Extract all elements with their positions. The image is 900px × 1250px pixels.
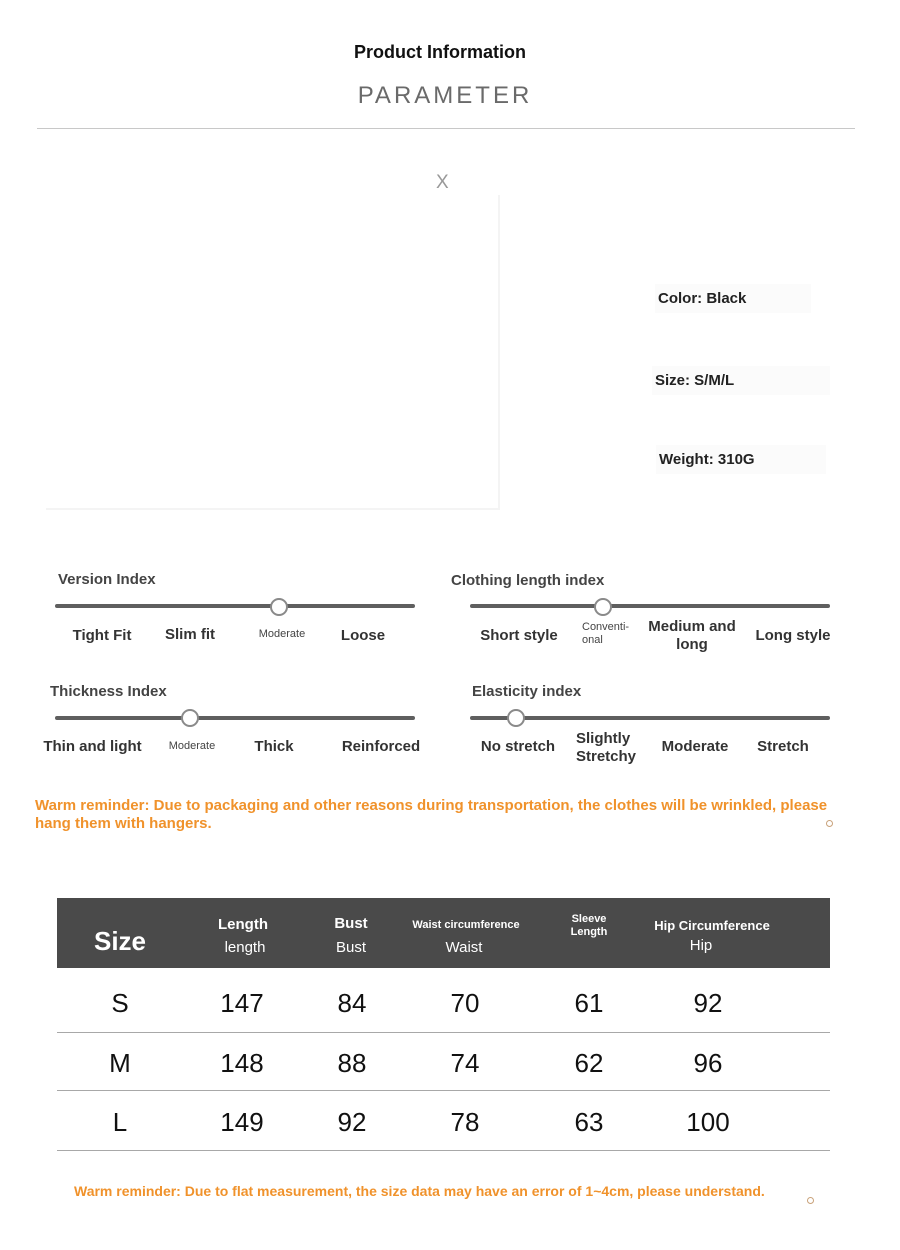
- cell-waist: 70: [450, 988, 480, 1018]
- cell-size: S: [111, 988, 129, 1018]
- header-size: Size: [93, 926, 147, 956]
- thickness-index-knob[interactable]: [181, 709, 199, 727]
- cell-hip: 100: [686, 1107, 730, 1137]
- thickness-option-reinforced: Reinforced: [341, 738, 421, 755]
- header-divider: [37, 128, 855, 129]
- header-waist-bottom: Waist: [445, 939, 483, 956]
- elasticity-option-stretch: Stretch: [757, 738, 809, 755]
- cell-size: M: [109, 1048, 131, 1078]
- version-index-knob[interactable]: [270, 598, 288, 616]
- version-option-moderate: Moderate: [258, 628, 306, 640]
- elasticity-index-title: Elasticity index: [472, 683, 582, 700]
- header-sleeve-top: Sleeve Length: [570, 913, 608, 938]
- cell-bust: 84: [337, 988, 367, 1018]
- header-hip-bottom: Hip: [689, 937, 713, 954]
- row-divider: [57, 1032, 830, 1033]
- version-index-track[interactable]: [55, 604, 415, 608]
- measurement-reminder: Warm reminder: Due to flat measurement, the size data may have an error of 1~4cm, please understand.: [74, 1183, 765, 1199]
- product-image: [46, 195, 500, 510]
- length-index-track[interactable]: [470, 604, 830, 608]
- length-option-long-style: Long style: [755, 627, 831, 644]
- length-index-title: Clothing length index: [451, 572, 605, 589]
- cell-waist: 78: [450, 1107, 480, 1137]
- elasticity-index-knob[interactable]: [507, 709, 525, 727]
- version-option-tight-fit: Tight Fit: [72, 627, 132, 644]
- cell-sleeve: 61: [574, 988, 604, 1018]
- decorative-dot-icon: [807, 1197, 814, 1204]
- length-option-medium-long: Medium and long: [648, 618, 736, 653]
- page-title: Product Information: [354, 42, 526, 62]
- spec-size: Size: S/M/L: [652, 366, 830, 395]
- thickness-option-thin-light: Thin and light: [43, 738, 142, 755]
- thickness-index-track[interactable]: [55, 716, 415, 720]
- page-subtitle: PARAMETER: [357, 82, 533, 109]
- version-option-loose: Loose: [340, 627, 386, 644]
- header-waist-top: Waist circumference: [412, 919, 520, 931]
- length-option-conventional: Conventi- onal: [582, 621, 630, 646]
- cell-length: 148: [220, 1048, 264, 1078]
- cell-sleeve: 62: [574, 1048, 604, 1078]
- cell-length: 147: [220, 988, 264, 1018]
- header-bust-top: Bust: [334, 915, 368, 932]
- row-divider: [57, 1150, 830, 1151]
- header-length-bottom: length: [224, 939, 266, 956]
- header-bust-bottom: Bust: [335, 939, 366, 956]
- spec-weight: Weight: 310G: [656, 445, 826, 474]
- version-option-slim-fit: Slim fit: [164, 626, 215, 643]
- elasticity-option-slightly-stretchy: Slightly Stretchy: [576, 730, 637, 765]
- cell-sleeve: 63: [574, 1107, 604, 1137]
- spec-color: Color: Black: [655, 284, 811, 313]
- version-index-title: Version Index: [58, 571, 156, 588]
- cell-waist: 74: [450, 1048, 480, 1078]
- cell-hip: 96: [693, 1048, 723, 1078]
- header-length-top: Length: [218, 916, 268, 933]
- thickness-index-title: Thickness Index: [50, 683, 167, 700]
- cell-size: L: [112, 1107, 128, 1137]
- cell-bust: 88: [337, 1048, 367, 1078]
- decorative-dot-icon: [826, 820, 833, 827]
- cell-bust: 92: [337, 1107, 367, 1137]
- elasticity-option-no-stretch: No stretch: [480, 738, 556, 755]
- thickness-option-thick: Thick: [254, 738, 294, 755]
- header-hip-top: Hip Circumference: [654, 918, 770, 933]
- cell-length: 149: [220, 1107, 264, 1137]
- row-divider: [57, 1090, 830, 1091]
- size-table-header: [57, 898, 830, 968]
- packaging-reminder: Warm reminder: Due to packaging and other reasons during transportation, the clothes will be wrinkled, please hang them with hangers.: [35, 797, 828, 832]
- close-icon[interactable]: X: [436, 172, 449, 193]
- thickness-option-moderate: Moderate: [168, 740, 216, 752]
- cell-hip: 92: [693, 988, 723, 1018]
- length-index-knob[interactable]: [594, 598, 612, 616]
- length-option-short-style: Short style: [480, 627, 558, 644]
- elasticity-option-moderate: Moderate: [661, 738, 729, 755]
